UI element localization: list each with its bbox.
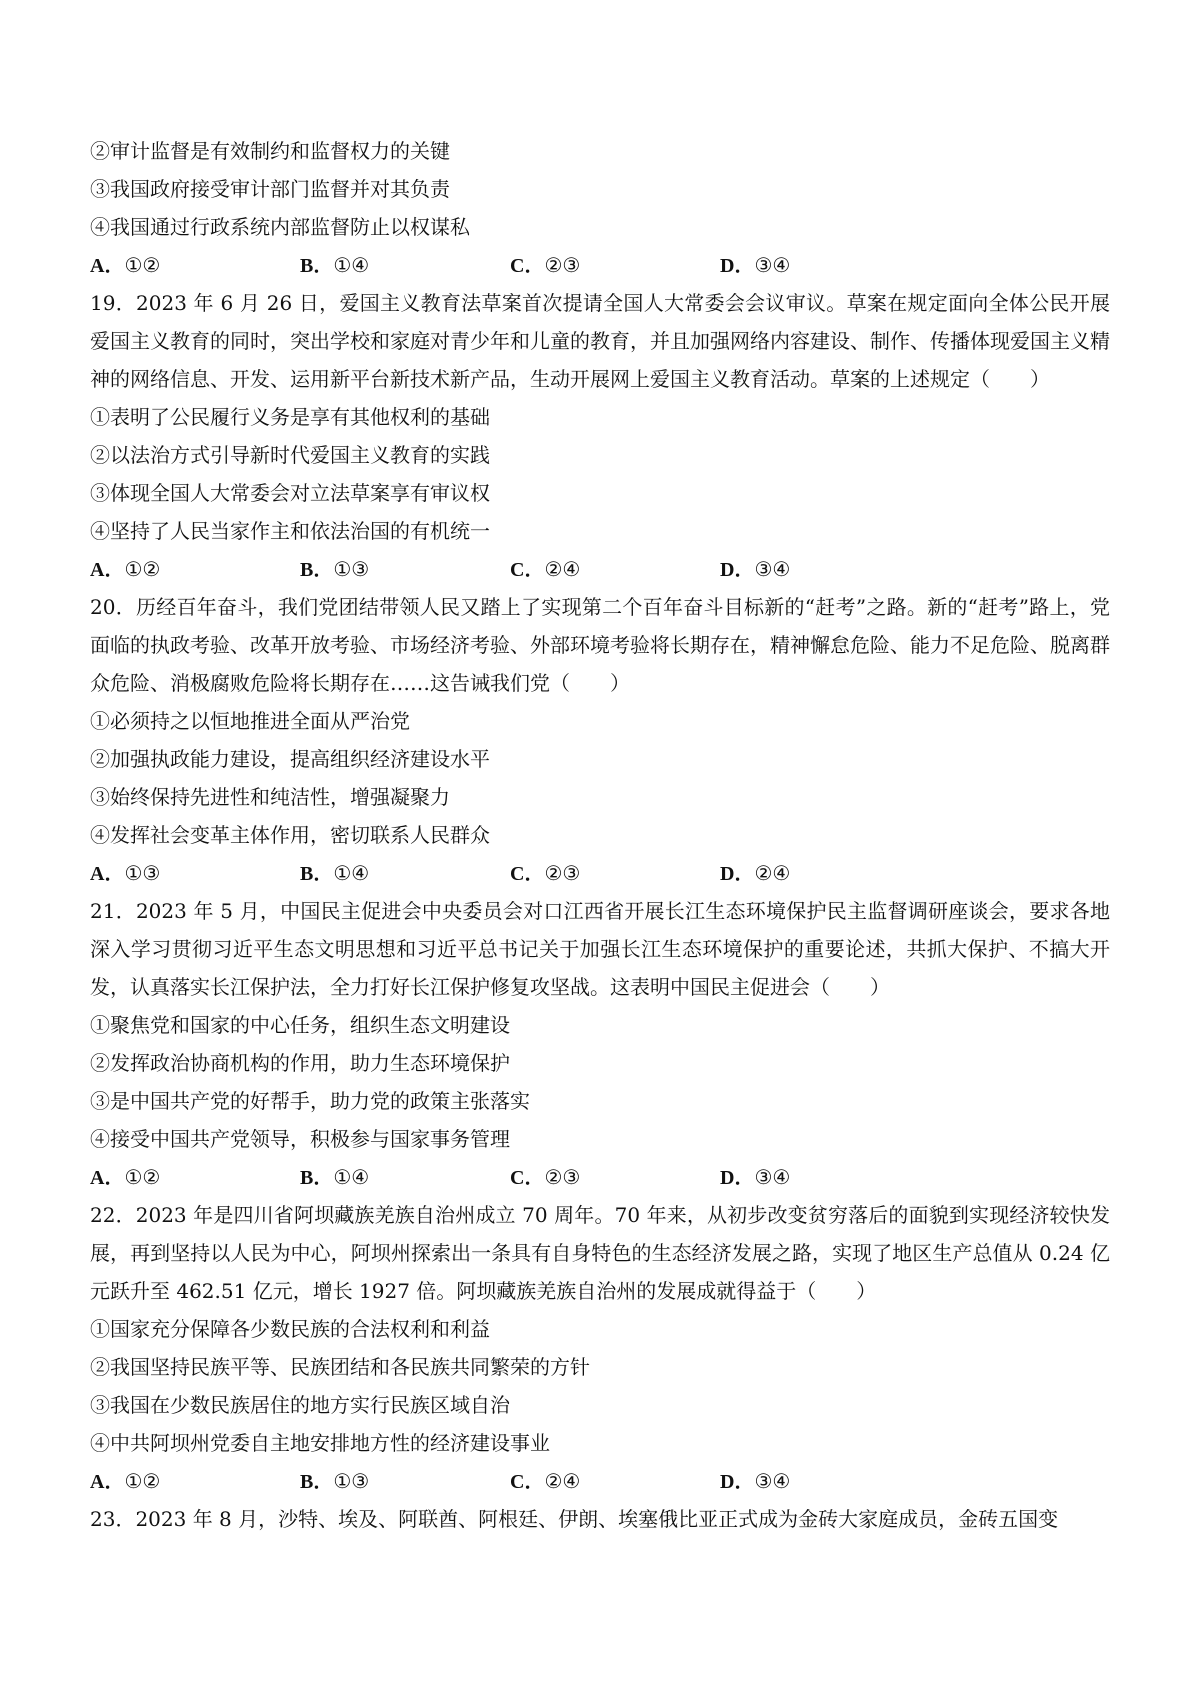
option-3: ③我国在少数民族居住的地方实行民族区域自治 bbox=[90, 1393, 510, 1417]
choice-c: C．②③ bbox=[510, 861, 581, 885]
option-4: ④发挥社会变革主体作用，密切联系人民群众 bbox=[90, 823, 490, 847]
answer-choices bbox=[90, 854, 1110, 892]
question-stem: 23．2023 年 8 月，沙特、埃及、阿联酋、阿根廷、伊朗、埃塞俄比亚正式成为金砖大家庭成员，金砖五国变 bbox=[90, 1507, 1059, 1531]
option-2: ②加强执政能力建设，提高组织经济建设水平 bbox=[90, 747, 490, 771]
question-19 bbox=[90, 284, 1110, 588]
option-4: ④接受中国共产党领导，积极参与国家事务管理 bbox=[90, 1127, 510, 1151]
choice-a: A．①③ bbox=[90, 861, 161, 885]
choice-b: B．①④ bbox=[300, 861, 370, 885]
choice-b: B．①③ bbox=[300, 1469, 370, 1493]
choice-d: D．②④ bbox=[720, 861, 791, 885]
option-3: ③是中国共产党的好帮手，助力党的政策主张落实 bbox=[90, 1089, 530, 1113]
choice-d: D．③④ bbox=[720, 557, 791, 581]
answer-choices bbox=[90, 1462, 1110, 1500]
choice-b: B．①③ bbox=[300, 557, 370, 581]
option-4: ④我国通过行政系统内部监督防止以权谋私 bbox=[90, 215, 470, 239]
question-18 bbox=[90, 132, 1110, 284]
page-content bbox=[90, 132, 1110, 1538]
option-3: ③体现全国人大常委会对立法草案享有审议权 bbox=[90, 481, 490, 505]
option-2: ②我国坚持民族平等、民族团结和各民族共同繁荣的方针 bbox=[90, 1355, 590, 1379]
choice-c: C．②③ bbox=[510, 253, 581, 277]
answer-choices bbox=[90, 246, 1110, 284]
answer-choices bbox=[90, 1158, 1110, 1196]
choice-c: C．②③ bbox=[510, 1165, 581, 1189]
option-3: ③始终保持先进性和纯洁性，增强凝聚力 bbox=[90, 785, 450, 809]
choice-a: A．①② bbox=[90, 1469, 161, 1493]
option-4: ④坚持了人民当家作主和依法治国的有机统一 bbox=[90, 519, 490, 543]
choice-a: A．①② bbox=[90, 253, 161, 277]
choice-a: A．①② bbox=[90, 557, 161, 581]
question-stem: 20．历经百年奋斗，我们党团结带领人民又踏上了实现第二个百年奋斗目标新的“赶考”之路。新的“赶考”路上，党面临的执政考验、改革开放考验、市场经济考验、外部环境考验将长期存在，精神懈怠危险、能力不足危险、脱离群众危险、消极腐败危险将长期存在……这告诫我们党（ ） bbox=[90, 595, 1110, 695]
choice-d: D．③④ bbox=[720, 1469, 791, 1493]
option-1: ①表明了公民履行义务是享有其他权利的基础 bbox=[90, 405, 490, 429]
question-21 bbox=[90, 892, 1110, 1196]
option-2: ②审计监督是有效制约和监督权力的关键 bbox=[90, 139, 450, 163]
option-1: ①国家充分保障各少数民族的合法权利和利益 bbox=[90, 1317, 490, 1341]
option-4: ④中共阿坝州党委自主地安排地方性的经济建设事业 bbox=[90, 1431, 550, 1455]
question-23 bbox=[90, 1500, 1110, 1538]
question-20 bbox=[90, 588, 1110, 892]
option-2: ②以法治方式引导新时代爱国主义教育的实践 bbox=[90, 443, 490, 467]
choice-d: D．③④ bbox=[720, 253, 791, 277]
question-stem: 21．2023 年 5 月，中国民主促进会中央委员会对口江西省开展长江生态环境保护民主监督调研座谈会，要求各地深入学习贯彻习近平生态文明思想和习近平总书记关于加强长江生态环境保护的重要论述，共抓大保护、不搞大开发，认真落实长江保护法，全力打好长江保护修复攻坚战。这表明中国民主促进会（ ） bbox=[90, 899, 1110, 999]
option-1: ①必须持之以恒地推进全面从严治党 bbox=[90, 709, 410, 733]
choice-c: C．②④ bbox=[510, 557, 581, 581]
choice-a: A．①② bbox=[90, 1165, 161, 1189]
option-3: ③我国政府接受审计部门监督并对其负责 bbox=[90, 177, 450, 201]
question-stem: 19．2023 年 6 月 26 日，爱国主义教育法草案首次提请全国人大常委会会议审议。草案在规定面向全体公民开展爱国主义教育的同时，突出学校和家庭对青少年和儿童的教育，并且加强网络内容建设、制作、传播体现爱国主义精神的网络信息、开发、运用新平台新技术新产品，生动开展网上爱国主义教育活动。草案的上述规定（ ） bbox=[90, 291, 1110, 391]
answer-choices bbox=[90, 550, 1110, 588]
choice-b: B．①④ bbox=[300, 253, 370, 277]
option-1: ①聚焦党和国家的中心任务，组织生态文明建设 bbox=[90, 1013, 510, 1037]
choice-b: B．①④ bbox=[300, 1165, 370, 1189]
choice-d: D．③④ bbox=[720, 1165, 791, 1189]
question-22 bbox=[90, 1196, 1110, 1500]
choice-c: C．②④ bbox=[510, 1469, 581, 1493]
question-stem: 22．2023 年是四川省阿坝藏族羌族自治州成立 70 周年。70 年来，从初步改变贫穷落后的面貌到实现经济较快发展，再到坚持以人民为中心，阿坝州探索出一条具有自身特色的生态经济发展之路，实现了地区生产总值从 0.24 亿元跃升至 462.51 亿元，增长 1927 倍。阿坝藏族羌族自治州的发展成就得益于（ ） bbox=[90, 1203, 1110, 1303]
option-2: ②发挥政治协商机构的作用，助力生态环境保护 bbox=[90, 1051, 510, 1075]
